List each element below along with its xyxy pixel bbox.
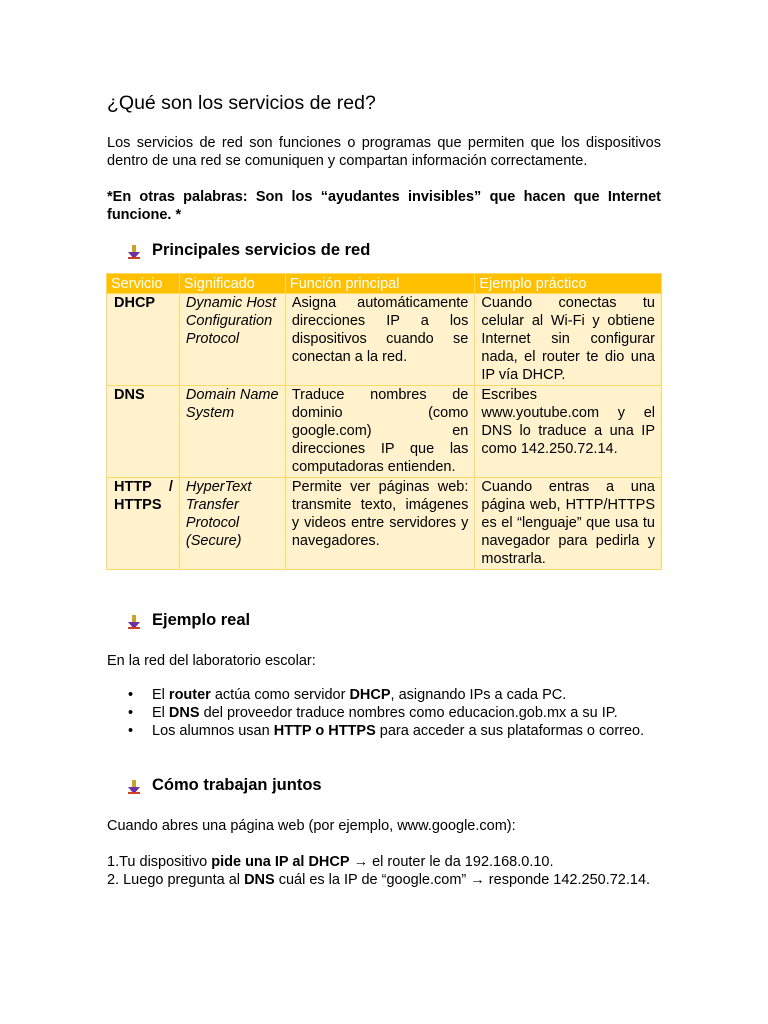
text: actúa como servidor [210, 687, 350, 703]
como-intro: Cuando abres una página web (por ejemplo, www.google.com): [107, 818, 516, 834]
table-row [107, 386, 662, 478]
section-ejemplo [128, 611, 250, 630]
text: Los alumnos usan [152, 723, 274, 739]
step-2-text: 2. Luego pregunta al [107, 872, 245, 888]
cell-servicio: HTTP / HTTPS [107, 478, 180, 570]
cell-ejemplo: Cuando conectas tu celular al Wi-Fi y obtiene Internet sin configurar nada, el router te dio una IP vía DHCP. [475, 294, 662, 386]
ejemplo-list [107, 686, 661, 740]
step-1-result: → el router le da 192.168.0.10. [349, 854, 554, 870]
cell-ejemplo: Escribes www.youtube.com y el DNS lo traduce a una IP como 142.250.72.14. [475, 386, 662, 478]
page-title: ¿Qué son los servicios de red? [107, 92, 376, 114]
section-principales-label: Principales servicios de red [152, 241, 371, 259]
header-funcion: Función principal [285, 274, 475, 294]
section-como-label: Cómo trabajan juntos [152, 776, 322, 794]
bold-text: DHCP [349, 687, 391, 703]
list-item [107, 722, 661, 740]
step-2-result: cuál es la IP de “google.com” → responde 142.250.72.14. [274, 872, 651, 888]
cell-funcion: Asigna automáticamente direcciones IP a los dispositivos cuando se conectan a la red. [285, 294, 475, 386]
emphasis-paragraph: *En otras palabras: Son los “ayudantes invisibles” que hacen que Internet funcione. * [107, 189, 661, 223]
cell-funcion: Permite ver páginas web: transmite texto, imágenes y videos entre servidores y navegadores. [285, 478, 475, 570]
steps-paragraph [107, 853, 661, 889]
section-principales [128, 241, 370, 260]
text: El [152, 705, 169, 721]
bold-text: DNS [168, 705, 200, 721]
step-2-bold: DNS [244, 872, 275, 888]
table-header-row [107, 274, 662, 294]
bold-text: HTTP o HTTPS [273, 723, 376, 739]
section-como [128, 776, 322, 795]
cell-significado: Domain Name System [179, 386, 285, 478]
arrow-down-icon [128, 245, 140, 259]
text: , asignando IPs a cada PC. [390, 687, 567, 703]
header-ejemplo: Ejemplo práctico [475, 274, 662, 294]
text: El [152, 687, 169, 703]
section-ejemplo-label: Ejemplo real [152, 611, 251, 629]
header-servicio: Servicio [107, 274, 180, 294]
cell-servicio: DNS [107, 386, 180, 478]
cell-servicio: DHCP [107, 294, 180, 386]
intro-paragraph: Los servicios de red son funciones o programas que permiten que los dispositivos dentro de una red se comuniquen y compartan información correctamente. [107, 135, 661, 169]
list-item [107, 686, 661, 704]
cell-significado: HyperText Transfer Protocol (Secure) [179, 478, 285, 570]
cell-funcion: Traduce nombres de dominio (como google.com) en direcciones IP que las computadoras entienden. [285, 386, 475, 478]
table-row [107, 294, 662, 386]
arrow-down-icon [128, 615, 140, 629]
cell-significado: Dynamic Host Configuration Protocol [179, 294, 285, 386]
list-item [107, 704, 661, 722]
text: del proveedor traduce nombres como educacion.gob.mx a su IP. [199, 705, 618, 721]
header-significado: Significado [179, 274, 285, 294]
arrow-down-icon [128, 780, 140, 794]
services-table [106, 273, 662, 570]
cell-ejemplo: Cuando entras a una página web, HTTP/HTTPS es el “lenguaje” que usa tu navegador para pedirla y mostrarla. [475, 478, 662, 570]
text: para acceder a sus plataformas o correo. [375, 723, 645, 739]
table-row [107, 478, 662, 570]
bold-text: router [168, 687, 211, 703]
ejemplo-intro: En la red del laboratorio escolar: [107, 653, 316, 669]
step-1-bold: pide una IP al DHCP [211, 854, 350, 870]
step-1-text: 1.Tu dispositivo [107, 854, 212, 870]
